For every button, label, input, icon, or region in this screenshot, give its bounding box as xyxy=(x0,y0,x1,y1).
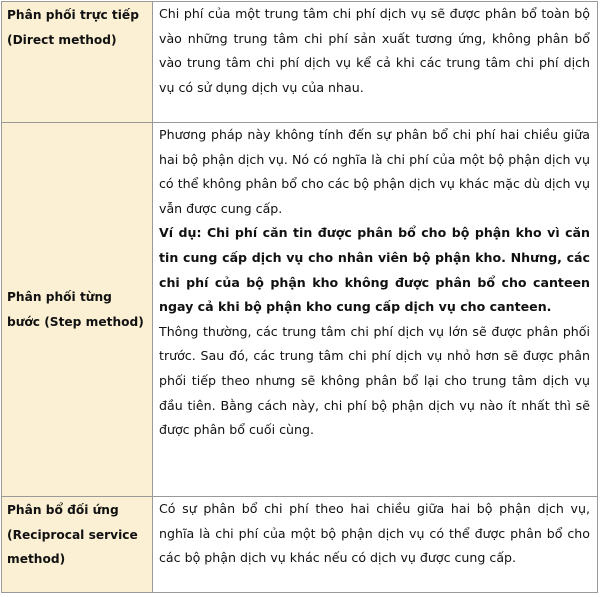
method-name-cell xyxy=(2,497,153,593)
example-paragraph: Ví dụ: Chi phí căn tin được phân bổ cho bộ phận kho vì căn tin cung cấp dịch vụ cho nhân viên bộ phận kho. Nhưng, các chi phí của bộ phận kho không được phân bổ cho canteen ngay cả khi bộ phận kho cung cấp dịch vụ cho canteen. xyxy=(159,225,590,315)
table-row-direct-method xyxy=(2,2,598,123)
method-name-cell xyxy=(2,123,153,497)
table-row-step-method xyxy=(2,123,598,497)
method-name-cell xyxy=(2,2,153,123)
method-name: Phân bổ đối ứng (Reciprocal service method) xyxy=(7,503,138,566)
method-name: Phân phối từng bước (Step method) xyxy=(7,290,144,329)
method-description-cell xyxy=(153,497,598,593)
description-paragraph: Có sự phân bổ chi phí theo hai chiều giữa hai bộ phận dịch vụ, nghĩa là chi phí của một bộ phận dịch vụ có thể được phân bổ cho các bộ phận dịch vụ khác nếu có dịch vụ được cung cấp. xyxy=(159,501,590,566)
method-description-cell xyxy=(153,123,598,497)
description-paragraph: Thông thường, các trung tâm chi phí dịch vụ lớn sẽ được phân phối trước. Sau đó, các trung tâm chi phí dịch vụ nhỏ hơn sẽ được phân phối tiếp theo nhưng sẽ không phân bổ lại cho trung tâm dịch vụ đầu tiên. Bằng cách này, chi phí bộ phận dịch vụ nào ít nhất thì sẽ được phân bổ cuối cùng. xyxy=(159,323,590,438)
method-description-cell xyxy=(153,2,598,123)
method-name: Phân phối trực tiếp (Direct method) xyxy=(7,8,139,47)
description-paragraph: Phương pháp này không tính đến sự phân bổ chi phí hai chiều giữa hai bộ phận dịch vụ. Nó có nghĩa là chi phí của một bộ phận dịch vụ có thể không phân bổ cho các bộ phận dịch vụ khác mặc dù dịch vụ vẫn được cung cấp. xyxy=(159,127,590,216)
cost-allocation-methods-table xyxy=(1,1,598,593)
description-paragraph: Chi phí của một trung tâm chi phí dịch vụ sẽ được phân bổ toàn bộ vào những trung tâm chi phí sản xuất tương ứng, không phân bổ vào trung tâm chi phí dịch vụ kể cả khi các trung tâm chi phí dịch vụ có sử dụng dịch vụ của nhau. xyxy=(159,6,590,95)
table-row-reciprocal-method xyxy=(2,497,598,593)
